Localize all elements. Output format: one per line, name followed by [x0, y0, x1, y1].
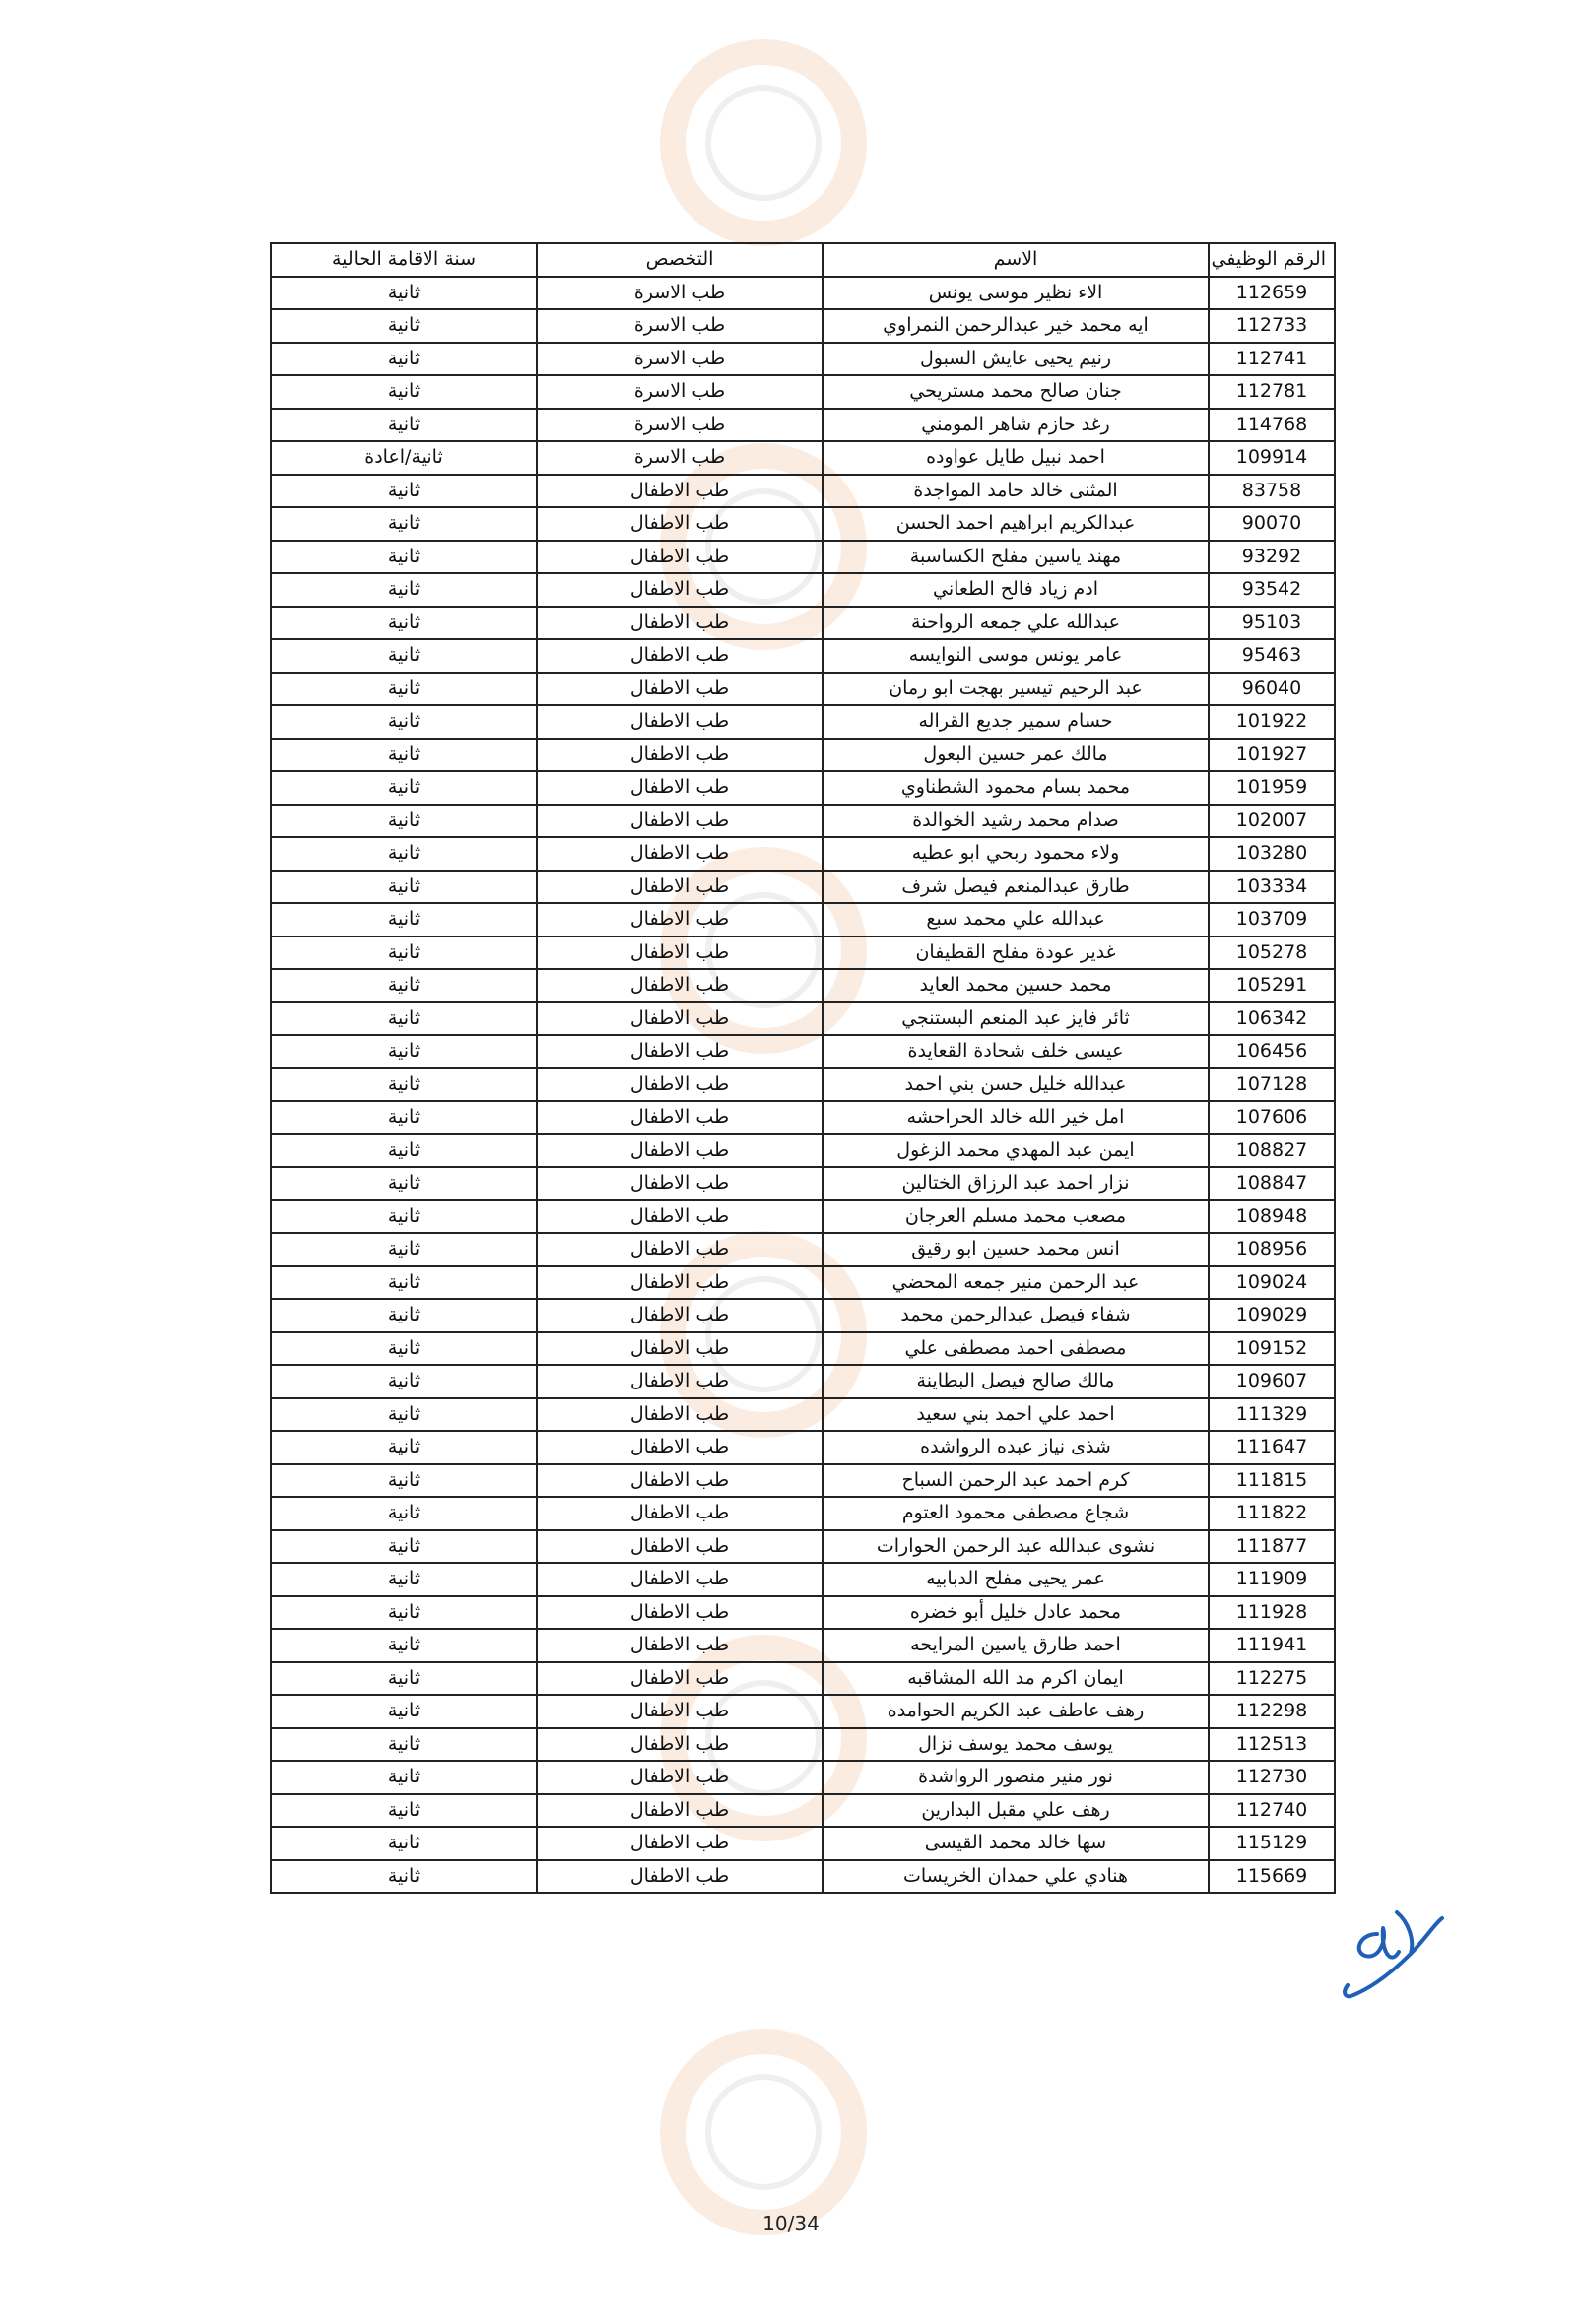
cell-residency-year: ثانية	[271, 1497, 537, 1530]
cell-specialty: طب الاطفال	[537, 1794, 823, 1828]
cell-employee-id: 106456	[1209, 1035, 1335, 1068]
table-row	[271, 1695, 1335, 1728]
cell-specialty: طب الاطفال	[537, 1167, 823, 1200]
cell-employee-id: 108827	[1209, 1134, 1335, 1168]
table-row	[271, 277, 1335, 310]
cell-name: عامر يونس موسى النوايسه	[823, 639, 1209, 673]
cell-residency-year: ثانية	[271, 903, 537, 936]
cell-residency-year: ثانية	[271, 1101, 537, 1134]
cell-name: يوسف محمد يوسف نزال	[823, 1728, 1209, 1762]
cell-employee-id: 109029	[1209, 1299, 1335, 1332]
cell-residency-year: ثانية	[271, 1200, 537, 1234]
table-row	[271, 1332, 1335, 1366]
cell-residency-year: ثانية	[271, 541, 537, 574]
cell-residency-year: ثانية	[271, 805, 537, 838]
cell-employee-id: 101922	[1209, 705, 1335, 739]
cell-employee-id: 112659	[1209, 277, 1335, 310]
cell-specialty: طب الاطفال	[537, 1365, 823, 1398]
table-row	[271, 1233, 1335, 1266]
table-row	[271, 936, 1335, 970]
cell-specialty: طب الاطفال	[537, 1464, 823, 1498]
clock-icon	[660, 2029, 867, 2235]
table-row	[271, 343, 1335, 376]
cell-name: احمد نبيل طايل عواوده	[823, 441, 1209, 475]
cell-name: رنيم يحيى عايش السبول	[823, 343, 1209, 376]
table-row	[271, 507, 1335, 541]
cell-residency-year: ثانية	[271, 1827, 537, 1860]
cell-employee-id: 93542	[1209, 573, 1335, 607]
cell-residency-year: ثانية	[271, 409, 537, 442]
cell-specialty: طب الاطفال	[537, 1266, 823, 1300]
cell-employee-id: 109152	[1209, 1332, 1335, 1366]
cell-specialty: طب الاطفال	[537, 1629, 823, 1662]
cell-employee-id: 111877	[1209, 1530, 1335, 1564]
table-row	[271, 1167, 1335, 1200]
cell-employee-id: 101959	[1209, 771, 1335, 805]
cell-specialty: طب الاطفال	[537, 936, 823, 970]
cell-name: عبدالله خليل حسن بني احمد	[823, 1068, 1209, 1102]
cell-employee-id: 83758	[1209, 475, 1335, 508]
cell-employee-id: 112781	[1209, 375, 1335, 409]
cell-employee-id: 112730	[1209, 1761, 1335, 1794]
cell-name: نور منير منصور الرواشدة	[823, 1761, 1209, 1794]
cell-specialty: طب الاطفال	[537, 1497, 823, 1530]
cell-residency-year: ثانية	[271, 1563, 537, 1596]
table-row	[271, 475, 1335, 508]
cell-name: ايه محمد خير عبدالرحمن النمراوي	[823, 309, 1209, 343]
cell-employee-id: 103709	[1209, 903, 1335, 936]
cell-specialty: طب الاطفال	[537, 673, 823, 706]
table-row	[271, 1200, 1335, 1234]
cell-residency-year: ثانية	[271, 1266, 537, 1300]
cell-employee-id: 93292	[1209, 541, 1335, 574]
cell-residency-year: ثانية	[271, 507, 537, 541]
cell-residency-year: ثانية	[271, 1233, 537, 1266]
page-number: 10/34	[762, 2212, 820, 2235]
cell-residency-year: ثانية	[271, 771, 537, 805]
cell-residency-year: ثانية	[271, 1596, 537, 1630]
cell-employee-id: 111909	[1209, 1563, 1335, 1596]
cell-name: احمد طارق ياسين المرايحه	[823, 1629, 1209, 1662]
cell-name: انس محمد حسين ابو رقيق	[823, 1233, 1209, 1266]
cell-residency-year: ثانية	[271, 1134, 537, 1168]
cell-residency-year: ثانية	[271, 871, 537, 904]
cell-residency-year: ثانية	[271, 1629, 537, 1662]
cell-name: عبدالله علي محمد سبع	[823, 903, 1209, 936]
cell-name: رغد حازم شاهر المومني	[823, 409, 1209, 442]
cell-name: محمد عادل خليل أبو خضره	[823, 1596, 1209, 1630]
cell-specialty: طب الاطفال	[537, 837, 823, 871]
cell-name: كرم احمد عبد الرحمن السباح	[823, 1464, 1209, 1498]
cell-name: عبد الرحمن منير جمعه المحضي	[823, 1266, 1209, 1300]
cell-residency-year: ثانية	[271, 375, 537, 409]
cell-specialty: طب الاطفال	[537, 1728, 823, 1762]
cell-specialty: طب الاطفال	[537, 1068, 823, 1102]
cell-name: عبدالكريم ابراهيم احمد الحسن	[823, 507, 1209, 541]
cell-name: محمد حسين محمد العايد	[823, 969, 1209, 1002]
cell-specialty: طب الاطفال	[537, 541, 823, 574]
cell-name: محمد بسام محمود الشطناوي	[823, 771, 1209, 805]
cell-specialty: طب الاطفال	[537, 1233, 823, 1266]
cell-residency-year: ثانية	[271, 1431, 537, 1464]
table-row	[271, 1464, 1335, 1498]
cell-name: ايمن عبد المهدي محمد الزغول	[823, 1134, 1209, 1168]
cell-employee-id: 106342	[1209, 1002, 1335, 1036]
cell-residency-year: ثانية	[271, 639, 537, 673]
cell-name: عبد الرحيم تيسير بهجت ابو رمان	[823, 673, 1209, 706]
cell-employee-id: 96040	[1209, 673, 1335, 706]
cell-employee-id: 108847	[1209, 1167, 1335, 1200]
table-row	[271, 1299, 1335, 1332]
cell-residency-year: ثانية	[271, 1794, 537, 1828]
cell-specialty: طب الاطفال	[537, 1398, 823, 1432]
cell-specialty: طب الاطفال	[537, 903, 823, 936]
table-row	[271, 1728, 1335, 1762]
table-row	[271, 639, 1335, 673]
cell-employee-id: 107606	[1209, 1101, 1335, 1134]
cell-name: هنادي علي حمدان الخريسات	[823, 1860, 1209, 1894]
table-row	[271, 1068, 1335, 1102]
table-row	[271, 1365, 1335, 1398]
cell-employee-id: 105291	[1209, 969, 1335, 1002]
cell-name: سها خالد محمد القيسى	[823, 1827, 1209, 1860]
cell-specialty: طب الاطفال	[537, 475, 823, 508]
cell-name: احمد علي احمد بني سعيد	[823, 1398, 1209, 1432]
cell-name: رهف علي مقبل البدارين	[823, 1794, 1209, 1828]
table-row	[271, 1860, 1335, 1894]
cell-residency-year: ثانية	[271, 1728, 537, 1762]
cell-specialty: طب الاطفال	[537, 1827, 823, 1860]
cell-employee-id: 112513	[1209, 1728, 1335, 1762]
cell-name: الاء نظير موسى يونس	[823, 277, 1209, 310]
table-header-row	[271, 243, 1335, 277]
cell-employee-id: 112298	[1209, 1695, 1335, 1728]
cell-residency-year: ثانية	[271, 573, 537, 607]
cell-name: طارق عبدالمنعم فيصل شرف	[823, 871, 1209, 904]
cell-residency-year: ثانية	[271, 837, 537, 871]
cell-employee-id: 111941	[1209, 1629, 1335, 1662]
header-name: الاسم	[823, 243, 1209, 277]
cell-specialty: طب الاطفال	[537, 1101, 823, 1134]
cell-employee-id: 95103	[1209, 607, 1335, 640]
table-row	[271, 1398, 1335, 1432]
clock-icon	[660, 39, 867, 246]
table-row	[271, 673, 1335, 706]
cell-residency-year: ثانية	[271, 1365, 537, 1398]
cell-name: ولاء محمود ربحي ابو عطيه	[823, 837, 1209, 871]
cell-name: ثائر فايز عبد المنعم البستنجي	[823, 1002, 1209, 1036]
cell-name: عيسى خلف شحادة القعايدة	[823, 1035, 1209, 1068]
table-row	[271, 1794, 1335, 1828]
cell-specialty: طب الاطفال	[537, 507, 823, 541]
cell-residency-year: ثانية	[271, 1299, 537, 1332]
table-row	[271, 705, 1335, 739]
cell-name: غدير عودة مفلح القطيفان	[823, 936, 1209, 970]
cell-name: مصطفى احمد مصطفى علي	[823, 1332, 1209, 1366]
cell-employee-id: 90070	[1209, 507, 1335, 541]
cell-specialty: طب الاسرة	[537, 309, 823, 343]
cell-specialty: طب الاسرة	[537, 343, 823, 376]
cell-specialty: طب الاطفال	[537, 705, 823, 739]
cell-name: المثنى خالد حامد المواجدة	[823, 475, 1209, 508]
table-row	[271, 805, 1335, 838]
cell-residency-year: ثانية	[271, 1860, 537, 1894]
table-row	[271, 1101, 1335, 1134]
table-row	[271, 1134, 1335, 1168]
cell-employee-id: 102007	[1209, 805, 1335, 838]
cell-residency-year: ثانية	[271, 673, 537, 706]
table-row	[271, 1035, 1335, 1068]
cell-employee-id: 109024	[1209, 1266, 1335, 1300]
cell-employee-id: 115129	[1209, 1827, 1335, 1860]
cell-residency-year: ثانية	[271, 1035, 537, 1068]
cell-employee-id: 111329	[1209, 1398, 1335, 1432]
cell-employee-id: 108956	[1209, 1233, 1335, 1266]
cell-employee-id: 103334	[1209, 871, 1335, 904]
cell-name: رهف عاطف عبد الكريم الحوامده	[823, 1695, 1209, 1728]
cell-name: مالك عمر حسين البعول	[823, 739, 1209, 772]
cell-name: امل خير الله خالد الحراحشه	[823, 1101, 1209, 1134]
cell-specialty: طب الاطفال	[537, 1332, 823, 1366]
cell-name: مالك صالح فيصل البطاينة	[823, 1365, 1209, 1398]
cell-residency-year: ثانية	[271, 1332, 537, 1366]
cell-employee-id: 107128	[1209, 1068, 1335, 1102]
cell-specialty: طب الاطفال	[537, 1134, 823, 1168]
cell-specialty: طب الاسرة	[537, 441, 823, 475]
cell-specialty: طب الاطفال	[537, 1761, 823, 1794]
cell-name: شذى نياز عبده الرواشده	[823, 1431, 1209, 1464]
table-row	[271, 1497, 1335, 1530]
cell-residency-year: ثانية	[271, 475, 537, 508]
cell-specialty: طب الاطفال	[537, 871, 823, 904]
cell-specialty: طب الاطفال	[537, 607, 823, 640]
table-row	[271, 969, 1335, 1002]
cell-employee-id: 101927	[1209, 739, 1335, 772]
cell-specialty: طب الاطفال	[537, 1530, 823, 1564]
table-row	[271, 375, 1335, 409]
cell-employee-id: 109607	[1209, 1365, 1335, 1398]
cell-residency-year: ثانية	[271, 1695, 537, 1728]
table-row	[271, 1266, 1335, 1300]
table-row	[271, 1761, 1335, 1794]
cell-residency-year: ثانية	[271, 1761, 537, 1794]
cell-specialty: طب الاطفال	[537, 573, 823, 607]
cell-name: شفاء فيصل عبدالرحمن محمد	[823, 1299, 1209, 1332]
cell-name: نشوى عبدالله عبد الرحمن الحوارات	[823, 1530, 1209, 1564]
cell-name: شجاع مصطفى محمود العتوم	[823, 1497, 1209, 1530]
cell-residency-year: ثانية	[271, 1530, 537, 1564]
table-row	[271, 903, 1335, 936]
table-body	[271, 277, 1335, 1894]
cell-residency-year: ثانية	[271, 1398, 537, 1432]
watermark-logo	[473, 2029, 1024, 2324]
cell-name: نزار احمد عبد الرزاق الختالين	[823, 1167, 1209, 1200]
cell-employee-id: 111815	[1209, 1464, 1335, 1498]
cell-specialty: طب الاسرة	[537, 409, 823, 442]
cell-specialty: طب الاطفال	[537, 1563, 823, 1596]
cell-residency-year: ثانية	[271, 969, 537, 1002]
header-specialty: التخصص	[537, 243, 823, 277]
cell-name: حسام سمير جديع القراله	[823, 705, 1209, 739]
cell-name: عبدالله علي جمعه الرواحنة	[823, 607, 1209, 640]
cell-specialty: طب الاطفال	[537, 805, 823, 838]
table-row	[271, 541, 1335, 574]
cell-residency-year: ثانية	[271, 936, 537, 970]
cell-employee-id: 115669	[1209, 1860, 1335, 1894]
table-row	[271, 607, 1335, 640]
cell-residency-year: ثانية	[271, 309, 537, 343]
table-row	[271, 409, 1335, 442]
cell-employee-id: 112740	[1209, 1794, 1335, 1828]
cell-specialty: طب الاطفال	[537, 639, 823, 673]
table-row	[271, 1827, 1335, 1860]
cell-name: جنان صالح محمد مستريحي	[823, 375, 1209, 409]
cell-specialty: طب الاطفال	[537, 1035, 823, 1068]
cell-employee-id: 112733	[1209, 309, 1335, 343]
cell-specialty: طب الاطفال	[537, 1200, 823, 1234]
cell-name: مصعب محمد مسلم العرجان	[823, 1200, 1209, 1234]
cell-residency-year: ثانية/اعادة	[271, 441, 537, 475]
cell-employee-id: 111822	[1209, 1497, 1335, 1530]
cell-residency-year: ثانية	[271, 1002, 537, 1036]
cell-name: ادم زياد فالح الطعاني	[823, 573, 1209, 607]
cell-specialty: طب الاطفال	[537, 1695, 823, 1728]
cell-residency-year: ثانية	[271, 343, 537, 376]
cell-specialty: طب الاطفال	[537, 771, 823, 805]
table-row	[271, 441, 1335, 475]
cell-residency-year: ثانية	[271, 1167, 537, 1200]
cell-employee-id: 111647	[1209, 1431, 1335, 1464]
table-row	[271, 1002, 1335, 1036]
table-row	[271, 739, 1335, 772]
cell-employee-id: 112275	[1209, 1662, 1335, 1696]
cell-residency-year: ثانية	[271, 1068, 537, 1102]
cell-specialty: طب الاطفال	[537, 1002, 823, 1036]
cell-residency-year: ثانية	[271, 607, 537, 640]
table-row	[271, 837, 1335, 871]
table-row	[271, 1530, 1335, 1564]
cell-specialty: طب الاطفال	[537, 1431, 823, 1464]
cell-employee-id: 111928	[1209, 1596, 1335, 1630]
cell-specialty: طب الاسرة	[537, 375, 823, 409]
cell-employee-id: 112741	[1209, 343, 1335, 376]
cell-name: مهند ياسين مفلح الكساسبة	[823, 541, 1209, 574]
cell-specialty: طب الاطفال	[537, 739, 823, 772]
cell-specialty: طب الاطفال	[537, 1299, 823, 1332]
table-row	[271, 1629, 1335, 1662]
header-residency-year: سنة الاقامة الحالية	[271, 243, 537, 277]
table-row	[271, 1596, 1335, 1630]
cell-specialty: طب الاطفال	[537, 969, 823, 1002]
residents-table	[270, 242, 1336, 1894]
header-employee-id: الرقم الوظيفي	[1209, 243, 1335, 277]
signature-mark	[1340, 1883, 1448, 2001]
cell-employee-id: 108948	[1209, 1200, 1335, 1234]
cell-residency-year: ثانية	[271, 705, 537, 739]
cell-employee-id: 105278	[1209, 936, 1335, 970]
cell-residency-year: ثانية	[271, 1662, 537, 1696]
table-row	[271, 1563, 1335, 1596]
cell-name: ايمان اكرم مد الله المشاقبه	[823, 1662, 1209, 1696]
cell-name: صدام محمد رشيد الخوالدة	[823, 805, 1209, 838]
cell-specialty: طب الاسرة	[537, 277, 823, 310]
cell-name: عمر يحيى مفلح الدبابيه	[823, 1563, 1209, 1596]
table-row	[271, 771, 1335, 805]
table-row	[271, 1662, 1335, 1696]
table-row	[271, 1431, 1335, 1464]
cell-employee-id: 114768	[1209, 409, 1335, 442]
table-row	[271, 309, 1335, 343]
cell-residency-year: ثانية	[271, 739, 537, 772]
table-row	[271, 573, 1335, 607]
table-row	[271, 871, 1335, 904]
cell-residency-year: ثانية	[271, 1464, 537, 1498]
cell-employee-id: 103280	[1209, 837, 1335, 871]
cell-employee-id: 95463	[1209, 639, 1335, 673]
cell-specialty: طب الاطفال	[537, 1596, 823, 1630]
cell-specialty: طب الاطفال	[537, 1662, 823, 1696]
cell-specialty: طب الاطفال	[537, 1860, 823, 1894]
cell-residency-year: ثانية	[271, 277, 537, 310]
cell-employee-id: 109914	[1209, 441, 1335, 475]
